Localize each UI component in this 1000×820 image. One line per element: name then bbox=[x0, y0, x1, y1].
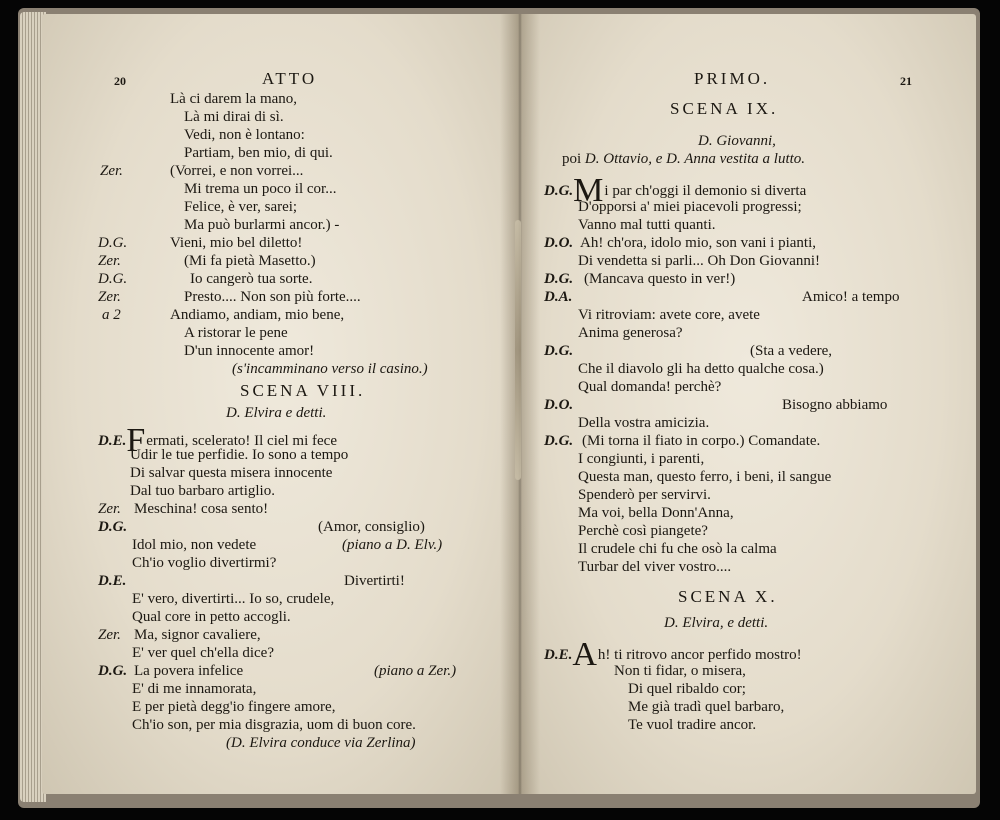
drop-initial: F bbox=[126, 422, 146, 459]
stage-direction: (piano a Zer.) bbox=[374, 663, 457, 679]
scene-characters: D. Elvira e detti. bbox=[226, 405, 327, 421]
verse-line: h! ti ritrovo ancor perfido mostro! bbox=[597, 647, 802, 663]
speaker: Zer. bbox=[98, 627, 121, 643]
stage-direction: (D. Elvira conduce via Zerlina) bbox=[226, 735, 416, 751]
verse-line: Presto.... Non son più forte.... bbox=[184, 289, 361, 305]
speaker: a 2 bbox=[102, 307, 121, 323]
speaker: D.O. bbox=[544, 397, 574, 413]
scene-title: SCENA X. bbox=[678, 587, 778, 606]
scene-title: SCENA VIII. bbox=[240, 381, 366, 400]
speaker: D.G. bbox=[544, 271, 574, 287]
verse-line: Mi trema un poco il cor... bbox=[184, 181, 337, 197]
verse-line: Vanno mal tutti quanti. bbox=[578, 217, 716, 233]
verse-line: Ch'io voglio divertirmi? bbox=[132, 555, 277, 571]
verse-line: Non ti fidar, o misera, bbox=[614, 663, 746, 679]
verse-line: Là mi dirai di sì. bbox=[184, 109, 284, 125]
running-head: PRIMO. bbox=[694, 69, 771, 88]
speaker: D.E. bbox=[98, 433, 127, 449]
verse-line: Amico! a tempo bbox=[802, 289, 900, 305]
speaker: D.O. bbox=[544, 235, 574, 251]
verse-line: Andiamo, andiam, mio bene, bbox=[170, 307, 345, 323]
verse-line: Meschina! cosa sento! bbox=[134, 501, 269, 517]
stage-direction: (piano a D. Elv.) bbox=[342, 537, 443, 553]
speaker: D.G. bbox=[544, 433, 574, 449]
verse-line: Ah! ch'ora, idolo mio, son vani i pianti, bbox=[580, 235, 817, 251]
speaker: D.G. bbox=[98, 519, 128, 535]
page-number: 21 bbox=[900, 74, 912, 88]
verse-line: Di vendetta si parli... Oh Don Giovanni! bbox=[578, 253, 821, 269]
verse-line: (Mancava questo in ver!) bbox=[584, 271, 736, 287]
right-page bbox=[518, 14, 976, 794]
verse-line: Di quel ribaldo cor; bbox=[628, 681, 746, 697]
verse-line: Ma voi, bella Donn'Anna, bbox=[578, 505, 734, 521]
running-head: ATTO bbox=[262, 69, 318, 88]
verse-line: Vieni, mio bel diletto! bbox=[170, 235, 303, 251]
verse-line: ermati, scelerato! Il ciel mi fece bbox=[146, 433, 337, 449]
verse-line: Ch'io son, per mia disgrazia, uom di buon core. bbox=[132, 717, 416, 733]
verse-line: Dal tuo barbaro artiglio. bbox=[130, 483, 275, 499]
speaker: D.G. bbox=[98, 663, 128, 679]
speaker: D.G. bbox=[98, 235, 128, 251]
verse-line: Me già tradì quel barbaro, bbox=[628, 699, 785, 715]
verse-line: Ma può burlarmi ancor.) - bbox=[184, 217, 340, 233]
speaker: D.G. bbox=[98, 271, 128, 287]
verse-line: Anima generosa? bbox=[578, 325, 683, 341]
verse-line: Spenderò per servirvi. bbox=[578, 487, 711, 503]
verse-line: Qual domanda! perchè? bbox=[578, 379, 722, 395]
speaker: Zer. bbox=[100, 163, 123, 179]
verse-line: (Sta a vedere, bbox=[750, 343, 833, 359]
verse-line: Di salvar questa misera innocente bbox=[130, 465, 333, 481]
verse-line: E' ver quel ch'ella dice? bbox=[132, 645, 274, 661]
drop-initial: A bbox=[572, 636, 597, 673]
scene-characters-prefix: poi bbox=[562, 151, 585, 167]
speaker: D.A. bbox=[544, 289, 573, 305]
verse-line: Perchè così piangete? bbox=[578, 523, 708, 539]
verse-line: (Vorrei, e non vorrei... bbox=[170, 163, 304, 179]
verse-line: La povera infelice bbox=[134, 663, 244, 679]
verse-line: Qual core in petto accogli. bbox=[132, 609, 291, 625]
scene-characters: D. Ottavio, e D. Anna vestita a lutto. bbox=[584, 151, 806, 167]
scene-characters: D. Elvira, e detti. bbox=[664, 615, 769, 631]
speaker: D.G. bbox=[544, 183, 574, 199]
verse-line: (Mi torna il fiato in corpo.) Comandate. bbox=[582, 433, 821, 449]
verse-line: Vedi, non è lontano: bbox=[184, 127, 305, 143]
scene-title: SCENA IX. bbox=[670, 99, 779, 118]
scene-characters-line bbox=[562, 150, 805, 168]
verse-line: A ristorar le pene bbox=[184, 325, 288, 341]
verse-line: D'opporsi a' miei piacevoli progressi; bbox=[578, 199, 802, 215]
verse-line: Udir le tue perfidie. Io sono a tempo bbox=[130, 447, 349, 463]
speaker: D.G. bbox=[544, 343, 574, 359]
verse-line: (Mi fa pietà Masetto.) bbox=[184, 253, 316, 269]
verse-line: (Amor, consiglio) bbox=[318, 519, 425, 535]
verse-line: Partiam, ben mio, di qui. bbox=[184, 145, 333, 161]
speaker: D.E. bbox=[544, 647, 573, 663]
verse-line: D'un innocente amor! bbox=[184, 343, 315, 359]
drop-initial: M bbox=[573, 172, 604, 209]
verse-line: Te vuol tradire ancor. bbox=[628, 717, 757, 733]
verse-line: E per pietà degg'io fingere amore, bbox=[132, 699, 336, 715]
verse-line: Divertirti! bbox=[344, 573, 405, 589]
speaker: D.E. bbox=[98, 573, 127, 589]
verse-line: I congiunti, i parenti, bbox=[578, 451, 705, 467]
left-page bbox=[42, 14, 518, 794]
verse-line: E' di me innamorata, bbox=[132, 681, 257, 697]
verse-line: Ma, signor cavaliere, bbox=[134, 627, 261, 643]
verse-line: i par ch'oggi il demonio si diverta bbox=[604, 183, 807, 199]
verse-line: Turbar del viver vostro.... bbox=[578, 559, 732, 575]
verse-line: Il crudele chi fu che osò la calma bbox=[578, 541, 777, 557]
verse-line: E' vero, divertirti... Io so, crudele, bbox=[132, 591, 335, 607]
verse-line: Che il diavolo gli ha detto qualche cosa.) bbox=[578, 361, 824, 377]
page-number: 20 bbox=[114, 74, 126, 88]
verse-line: Vi ritroviam: avete core, avete bbox=[578, 307, 760, 323]
speaker: Zer. bbox=[98, 253, 121, 269]
speaker: Zer. bbox=[98, 501, 121, 517]
verse-line: Questa man, questo ferro, i beni, il sangue bbox=[578, 469, 832, 485]
verse-line: Della vostra amicizia. bbox=[578, 415, 710, 431]
verse-line: Bisogno abbiamo bbox=[782, 397, 888, 413]
verse-line: Là ci darem la mano, bbox=[170, 91, 298, 107]
verse-line: Io cangerò tua sorte. bbox=[190, 271, 313, 287]
verse-line: Felice, è ver, sarei; bbox=[184, 199, 298, 215]
verse-line: Idol mio, non vedete bbox=[132, 537, 257, 553]
scene-characters: D. Giovanni, bbox=[698, 133, 776, 149]
stage-direction: (s'incamminano verso il casino.) bbox=[232, 361, 428, 377]
binding-thread bbox=[515, 220, 521, 480]
speaker: Zer. bbox=[98, 289, 121, 305]
